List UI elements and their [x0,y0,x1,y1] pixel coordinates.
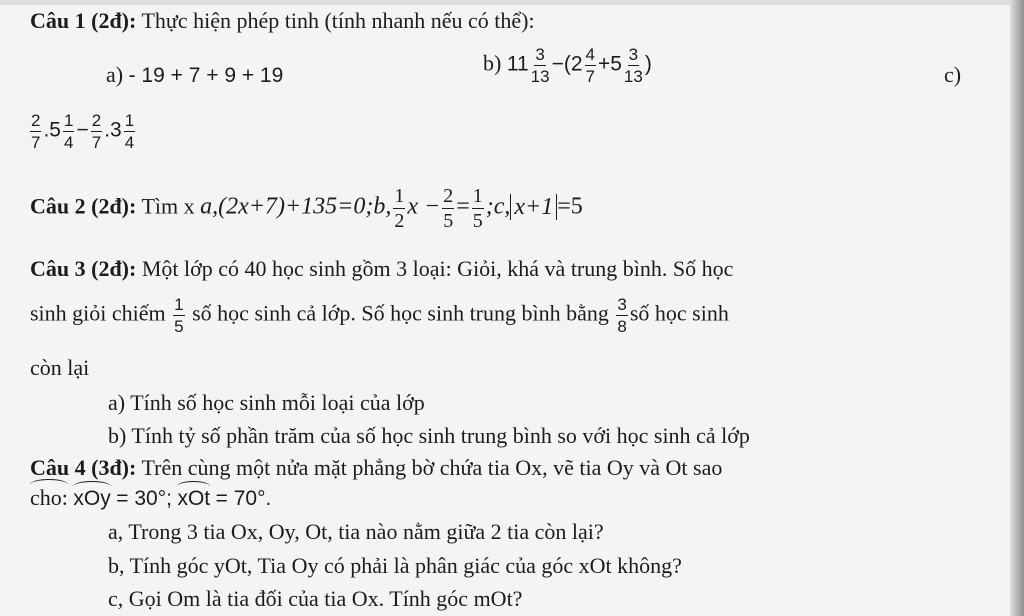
q2-text: Tìm x [141,193,195,219]
scan-top-edge [0,0,1024,5]
q1-heading: Câu 1 (2đ): [30,8,137,33]
q2-line [30,186,583,231]
q1-c-frac3: $\frac{2}{7}$ [91,111,102,152]
q1-c-minus: − [76,118,89,142]
q4-angle1: xOy [73,487,111,510]
q1-b-label: b) [483,50,502,76]
q1-b-whole: 11 [506,52,529,76]
q3-line2-post: số học sinh [629,300,729,326]
q2-x-minus: x − [407,193,441,220]
q3-item-b: b) Tính tỷ số phần trăm của số học sinh trung bình so với học sinh cả lớp [108,423,750,448]
q3-frac1: $\frac{1}{5}$ [174,295,184,336]
q3-line1-text: Một lớp có 40 học sinh gồm 3 loại: Giỏi, khá và trung bình. Số học [141,256,734,281]
q2-part-c-pre: ;c, [485,193,511,220]
q3-line2 [30,296,729,335]
q1-part-c [28,112,137,151]
q1-b-frac3: $\frac{3}{13}$ [623,45,643,86]
q1-part-b [483,46,652,85]
q2-frac2: $\frac{2}{5}$ [443,185,454,232]
q4-angle2: xOt [177,487,211,510]
q4-heading: Câu 4 (3đ): [30,455,137,480]
q4-item-c: c, Gọi Om là tia đối của tia Ox. Tính góc mOt? [108,586,523,611]
q4-item-a: a, Trong 3 tia Ox, Oy, Ot, tia nào nằm giữa 2 tia còn lại? [108,519,604,544]
q1-a-expr: - 19 + 7 + 9 + 19 [128,64,284,87]
q3-line2-mid: số học sinh cả lớp. Số học sinh trung bình bằng [192,300,609,326]
q3-line3: còn lại [30,355,90,380]
q2-frac3: $\frac{1}{5}$ [472,185,483,232]
q1-c-frac1: $\frac{2}{7}$ [31,111,41,152]
q3-item-a: a) Tính số học sinh mỗi loại của lớp [108,390,425,415]
q1-c-frac4: $\frac{1}{4}$ [124,111,135,152]
q4-angle1-val: = 30°; [116,487,172,510]
q3-line1 [30,256,733,282]
q4-cho: cho: [30,485,68,510]
q1-b-mid: −(2 [551,52,583,76]
q1-b-frac2: $\frac{4}{7}$ [585,45,595,86]
q3-line2-pre: sinh giỏi chiếm [30,300,166,326]
q1-text: Thực hiện phép tinh (tính nhanh nếu có thể): [141,8,535,33]
q4-line2 [30,485,271,511]
q2-part-a: a,(2x+7)+135=0;b, [200,193,392,220]
q1-line [30,8,535,34]
q4-item-b: b, Tính góc yOt, Tia Oy có phải là phân giác của góc xOt không? [108,553,682,578]
q1-b-close: ) [644,52,652,76]
scan-right-edge [1010,0,1024,616]
q2-part-c-post: =5 [557,193,583,220]
q1-b-plus: +5 [597,52,622,76]
q3-frac2: $\frac{3}{8}$ [617,295,627,336]
q1-c-frac2: $\frac{1}{4}$ [63,111,74,152]
q1-c-label: c) [944,62,962,87]
q4-angle2-val: = 70°. [215,487,272,510]
q1-a-label: a) [106,62,124,87]
q2-frac1: $\frac{1}{2}$ [394,185,405,232]
q3-heading: Câu 3 (2đ): [30,256,137,281]
q1-c-dot1: .5 [43,118,61,142]
q1-c-dot2: .3 [104,118,122,142]
q4-line1 [30,455,722,481]
q2-abs: x+1 [510,194,557,220]
q4-line1-text: Trên cùng một nửa mặt phẳng bờ chứa tia Ox, vẽ tia Oy và Ot sao [141,455,723,480]
q1-b-frac1: $\frac{3}{13}$ [530,45,550,86]
q1-part-a [106,62,283,88]
q2-heading: Câu 2 (2đ): [30,193,137,219]
q2-equals: = [456,193,470,220]
